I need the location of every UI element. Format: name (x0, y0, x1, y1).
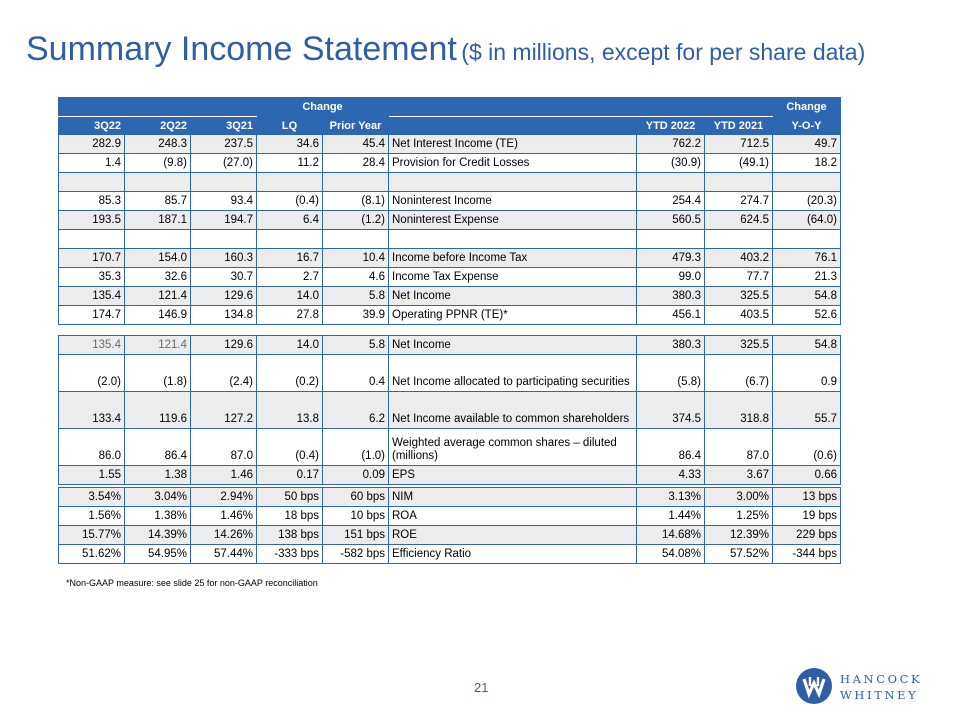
cell-3q22: 133.4 (59, 392, 125, 429)
cell-ytd-2022: 3.13% (637, 488, 705, 507)
table-row (59, 526, 841, 545)
table-row (59, 135, 841, 154)
cell-2q22: 14.39% (125, 526, 191, 545)
cell-yoy: 54.8 (773, 287, 841, 306)
table-row (59, 355, 841, 392)
cell-lq: 16.7 (257, 249, 323, 268)
cell-prior-year: 28.4 (323, 154, 389, 173)
cell-label: Provision for Credit Losses (389, 154, 637, 173)
cell-ytd-2022 (637, 173, 705, 192)
cell-label: Net Income allocated to participating securities (389, 355, 637, 392)
cell-prior-year: 5.8 (323, 336, 389, 355)
cell-lq: 13.8 (257, 392, 323, 429)
cell-yoy: 19 bps (773, 507, 841, 526)
cell-prior-year: (1.2) (323, 211, 389, 230)
cell-ytd-2021: 77.7 (705, 268, 773, 287)
cell-3q22: 85.3 (59, 192, 125, 211)
cell-2q22: 85.7 (125, 192, 191, 211)
cell-ytd-2021: 274.7 (705, 192, 773, 211)
cell-3q21 (191, 173, 257, 192)
slide-title-subtitle: ($ in millions, except for per share data) (461, 39, 866, 65)
cell-3q22 (59, 230, 125, 249)
cell-lq: 27.8 (257, 306, 323, 325)
cell-3q22: 193.5 (59, 211, 125, 230)
page-number: 21 (474, 680, 489, 695)
cell-prior-year: 5.8 (323, 287, 389, 306)
cell-3q21: 57.44% (191, 545, 257, 564)
cell-ytd-2021: 403.5 (705, 306, 773, 325)
cell-3q22: 51.62% (59, 545, 125, 564)
cell-lq: 18 bps (257, 507, 323, 526)
cell-lq (257, 230, 323, 249)
cell-2q22: (1.8) (125, 355, 191, 392)
col-header-3q22: 3Q22 (59, 117, 125, 136)
cell-prior-year: 151 bps (323, 526, 389, 545)
cell-yoy: 21.3 (773, 268, 841, 287)
slide-title-main: Summary Income Statement (26, 30, 457, 68)
col-header-lq: LQ (257, 117, 323, 136)
cell-2q22: (9.8) (125, 154, 191, 173)
cell-3q22: 1.56% (59, 507, 125, 526)
cell-prior-year: (1.0) (323, 429, 389, 466)
change-group-header: Change (257, 98, 389, 117)
cell-3q21: 160.3 (191, 249, 257, 268)
header-spacer (389, 98, 637, 117)
cell-lq: (0.4) (257, 429, 323, 466)
cell-3q21: 1.46 (191, 466, 257, 485)
cell-ytd-2022: 380.3 (637, 287, 705, 306)
header-spacer (705, 98, 773, 117)
cell-ytd-2021: 624.5 (705, 211, 773, 230)
cell-label (389, 230, 637, 249)
cell-lq: 11.2 (257, 154, 323, 173)
cell-3q22: 135.4 (59, 336, 125, 355)
table-row (59, 336, 841, 355)
cell-prior-year: -582 bps (323, 545, 389, 564)
cell-ytd-2021 (705, 173, 773, 192)
table-row (59, 211, 841, 230)
col-header-ytd-2021: YTD 2021 (705, 117, 773, 136)
cell-2q22: 146.9 (125, 306, 191, 325)
cell-2q22 (125, 173, 191, 192)
table-row (59, 249, 841, 268)
cell-3q22: 15.77% (59, 526, 125, 545)
col-header-ytd-2022: YTD 2022 (637, 117, 705, 136)
col-header-label (389, 117, 637, 136)
cell-yoy: -344 bps (773, 545, 841, 564)
income-statement-section-2 (58, 335, 841, 485)
table-row (59, 507, 841, 526)
cell-2q22: 1.38 (125, 466, 191, 485)
income-statement-header (58, 97, 841, 136)
cell-yoy: 18.2 (773, 154, 841, 173)
cell-yoy: (0.6) (773, 429, 841, 466)
cell-3q21: 194.7 (191, 211, 257, 230)
cell-ytd-2021: 3.00% (705, 488, 773, 507)
cell-lq: (0.4) (257, 192, 323, 211)
cell-ytd-2021: 87.0 (705, 429, 773, 466)
cell-ytd-2021: 325.5 (705, 287, 773, 306)
cell-label: Efficiency Ratio (389, 545, 637, 564)
col-header-3q21: 3Q21 (191, 117, 257, 136)
table-row (59, 268, 841, 287)
col-header-prior-year: Prior Year (323, 117, 389, 136)
cell-3q21: 87.0 (191, 429, 257, 466)
cell-2q22: 119.6 (125, 392, 191, 429)
table-row (59, 466, 841, 485)
col-header-2q22: 2Q22 (125, 117, 191, 136)
header-spacer (191, 98, 257, 117)
cell-ytd-2021: 403.2 (705, 249, 773, 268)
cell-prior-year: 4.6 (323, 268, 389, 287)
company-logo (796, 668, 936, 710)
cell-ytd-2021: 325.5 (705, 336, 773, 355)
cell-lq: 14.0 (257, 287, 323, 306)
cell-3q21: (27.0) (191, 154, 257, 173)
cell-3q21: 129.6 (191, 287, 257, 306)
footnote: *Non-GAAP measure: see slide 25 for non-GAAP reconciliation (66, 578, 318, 588)
table-row (59, 230, 841, 249)
cell-ytd-2022: 54.08% (637, 545, 705, 564)
cell-yoy: (64.0) (773, 211, 841, 230)
cell-prior-year: 0.4 (323, 355, 389, 392)
cell-yoy: 49.7 (773, 135, 841, 154)
cell-prior-year: 10 bps (323, 507, 389, 526)
header-spacer (637, 98, 705, 117)
cell-ytd-2022: 14.68% (637, 526, 705, 545)
cell-yoy (773, 230, 841, 249)
cell-label: ROE (389, 526, 637, 545)
cell-3q22: 1.55 (59, 466, 125, 485)
cell-prior-year: 60 bps (323, 488, 389, 507)
cell-label: Income Tax Expense (389, 268, 637, 287)
cell-yoy: 76.1 (773, 249, 841, 268)
table-row (59, 306, 841, 325)
cell-3q22: 282.9 (59, 135, 125, 154)
cell-prior-year: 0.09 (323, 466, 389, 485)
cell-lq: 34.6 (257, 135, 323, 154)
income-statement-section-1 (58, 134, 841, 325)
cell-lq: 50 bps (257, 488, 323, 507)
cell-label: Weighted average common shares – diluted (millions) (389, 429, 637, 466)
cell-3q21: 2.94% (191, 488, 257, 507)
logo-line-1: HANCOCK (840, 672, 923, 686)
logo-wordmark (840, 671, 922, 703)
cell-label: ROA (389, 507, 637, 526)
logo-line-2: WHITNEY (840, 688, 919, 702)
cell-3q22: 35.3 (59, 268, 125, 287)
table-row (59, 429, 841, 466)
cell-2q22: 121.4 (125, 287, 191, 306)
cell-3q21: (2.4) (191, 355, 257, 392)
cell-ytd-2022: 456.1 (637, 306, 705, 325)
cell-lq: 0.17 (257, 466, 323, 485)
slide-title (26, 30, 865, 69)
table-row (59, 488, 841, 507)
yoy-change-group-header: Change (773, 98, 841, 117)
cell-label: Net Income (389, 287, 637, 306)
cell-lq: 14.0 (257, 336, 323, 355)
cell-lq: 6.4 (257, 211, 323, 230)
col-header-yoy: Y-O-Y (773, 117, 841, 136)
cell-ytd-2021: 3.67 (705, 466, 773, 485)
cell-3q22: 174.7 (59, 306, 125, 325)
cell-lq: 2.7 (257, 268, 323, 287)
cell-ytd-2022: 1.44% (637, 507, 705, 526)
cell-ytd-2021: 57.52% (705, 545, 773, 564)
cell-ytd-2021: 1.25% (705, 507, 773, 526)
cell-ytd-2021: 712.5 (705, 135, 773, 154)
table-row (59, 287, 841, 306)
table-row (59, 392, 841, 429)
table-row (59, 154, 841, 173)
cell-2q22: 86.4 (125, 429, 191, 466)
income-statement-section-3 (58, 487, 841, 564)
header-spacer (59, 98, 125, 117)
cell-prior-year: 6.2 (323, 392, 389, 429)
cell-2q22: 154.0 (125, 249, 191, 268)
cell-ytd-2022: 86.4 (637, 429, 705, 466)
cell-lq: -333 bps (257, 545, 323, 564)
cell-2q22: 1.38% (125, 507, 191, 526)
cell-label: NIM (389, 488, 637, 507)
cell-yoy (773, 173, 841, 192)
header-spacer (125, 98, 191, 117)
cell-2q22: 3.04% (125, 488, 191, 507)
cell-2q22 (125, 230, 191, 249)
cell-prior-year (323, 230, 389, 249)
cell-yoy: 54.8 (773, 336, 841, 355)
cell-ytd-2022: 4.33 (637, 466, 705, 485)
cell-label: Net Interest Income (TE) (389, 135, 637, 154)
cell-ytd-2022: 560.5 (637, 211, 705, 230)
cell-prior-year: 45.4 (323, 135, 389, 154)
cell-3q21: 30.7 (191, 268, 257, 287)
cell-3q21: 127.2 (191, 392, 257, 429)
cell-2q22: 54.95% (125, 545, 191, 564)
cell-3q22: 170.7 (59, 249, 125, 268)
cell-prior-year: 10.4 (323, 249, 389, 268)
cell-label: Noninterest Expense (389, 211, 637, 230)
cell-yoy: 55.7 (773, 392, 841, 429)
cell-2q22: 121.4 (125, 336, 191, 355)
cell-ytd-2022: 762.2 (637, 135, 705, 154)
cell-3q21: 134.8 (191, 306, 257, 325)
cell-ytd-2021: 12.39% (705, 526, 773, 545)
cell-ytd-2022: 380.3 (637, 336, 705, 355)
cell-yoy: (20.3) (773, 192, 841, 211)
cell-3q21 (191, 230, 257, 249)
cell-3q21: 93.4 (191, 192, 257, 211)
cell-label: Net Income available to common shareholders (389, 392, 637, 429)
cell-label: Net Income (389, 336, 637, 355)
cell-3q22: 135.4 (59, 287, 125, 306)
cell-label (389, 173, 637, 192)
cell-yoy: 52.6 (773, 306, 841, 325)
cell-prior-year (323, 173, 389, 192)
cell-3q22: 1.4 (59, 154, 125, 173)
cell-label: Noninterest Income (389, 192, 637, 211)
cell-ytd-2022: (5.8) (637, 355, 705, 392)
cell-yoy: 0.9 (773, 355, 841, 392)
cell-ytd-2021: (6.7) (705, 355, 773, 392)
table-row (59, 173, 841, 192)
hancock-whitney-logo-icon (796, 668, 832, 704)
cell-ytd-2021 (705, 230, 773, 249)
cell-3q22: 3.54% (59, 488, 125, 507)
cell-lq (257, 173, 323, 192)
cell-ytd-2022: (30.9) (637, 154, 705, 173)
cell-prior-year: 39.9 (323, 306, 389, 325)
cell-lq: 138 bps (257, 526, 323, 545)
cell-ytd-2021: (49.1) (705, 154, 773, 173)
cell-label: Operating PPNR (TE)* (389, 306, 637, 325)
cell-2q22: 32.6 (125, 268, 191, 287)
cell-3q22 (59, 173, 125, 192)
table-row (59, 192, 841, 211)
cell-label: Income before Income Tax (389, 249, 637, 268)
cell-yoy: 13 bps (773, 488, 841, 507)
cell-3q22: (2.0) (59, 355, 125, 392)
cell-yoy: 229 bps (773, 526, 841, 545)
cell-ytd-2021: 318.8 (705, 392, 773, 429)
cell-3q21: 237.5 (191, 135, 257, 154)
cell-ytd-2022 (637, 230, 705, 249)
cell-3q22: 86.0 (59, 429, 125, 466)
cell-ytd-2022: 374.5 (637, 392, 705, 429)
cell-label: EPS (389, 466, 637, 485)
cell-prior-year: (8.1) (323, 192, 389, 211)
cell-3q21: 1.46% (191, 507, 257, 526)
cell-2q22: 187.1 (125, 211, 191, 230)
cell-2q22: 248.3 (125, 135, 191, 154)
cell-ytd-2022: 254.4 (637, 192, 705, 211)
cell-lq: (0.2) (257, 355, 323, 392)
cell-3q21: 14.26% (191, 526, 257, 545)
cell-ytd-2022: 479.3 (637, 249, 705, 268)
table-row (59, 545, 841, 564)
cell-ytd-2022: 99.0 (637, 268, 705, 287)
cell-yoy: 0.66 (773, 466, 841, 485)
cell-3q21: 129.6 (191, 336, 257, 355)
